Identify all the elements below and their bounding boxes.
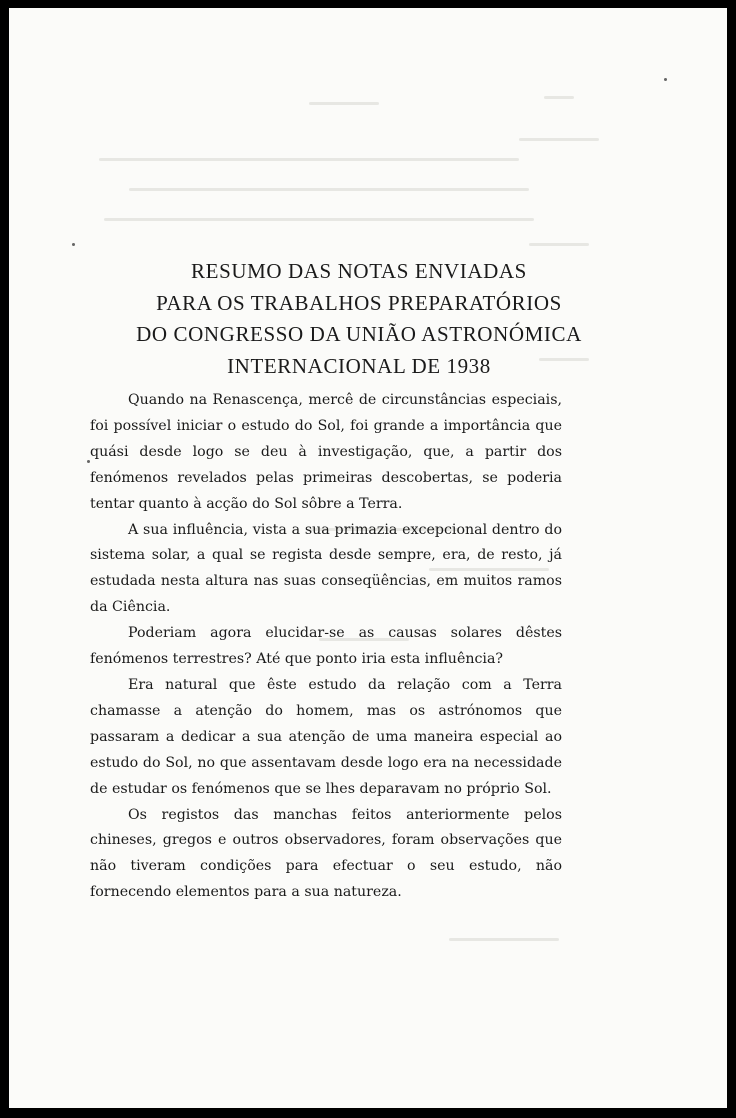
document-page [9,8,727,1108]
paragraph: Os registos das manchas feitos anteriormente pelos chineses, gregos e outros observadores, foram observações que não tiveram condições para efectuar o seu estudo, não fornecendo elementos para a sua natureza. [90,806,562,901]
document-title [69,256,649,382]
document-body [90,388,562,906]
title-line: INTERNACIONAL DE 1938 [227,353,491,378]
paragraph: A sua influência, vista a sua primazia excepcional dentro do sistema solar, a qual se regista desde sempre, era, de resto, já estudada nesta altura nas suas conseqüências, em muitos ramos da Ciência. [90,521,562,616]
title-line: PARA OS TRABALHOS PREPARATÓRIOS [156,290,562,315]
paragraph: Quando na Renascença, mercê de circunstâncias especiais, foi possível iniciar o estudo do Sol, foi grande a importância que quási desde logo se deu à investigação, que, a partir dos fenómenos revelados pelas primeiras descobertas, se poderia tentar quanto à acção do Sol sôbre a Terra. [90,392,562,512]
paragraph: Poderiam agora elucidar-se as causas solares dêstes fenómenos terrestres? Até que ponto iria esta influência? [90,625,562,668]
title-line: RESUMO DAS NOTAS ENVIADAS [191,259,527,283]
paragraph: Era natural que êste estudo da relação com a Terra chamasse a atenção do homem, mas os astrónomos que passaram a dedicar a sua atenção de uma maneira especial ao estudo do Sol, no que assentavam desde logo era na necessidade de estudar os fenómenos que se lhes deparavam no próprio Sol. [90,676,562,797]
title-line: DO CONGRESSO DA UNIÃO ASTRONÓMICA [136,322,582,346]
